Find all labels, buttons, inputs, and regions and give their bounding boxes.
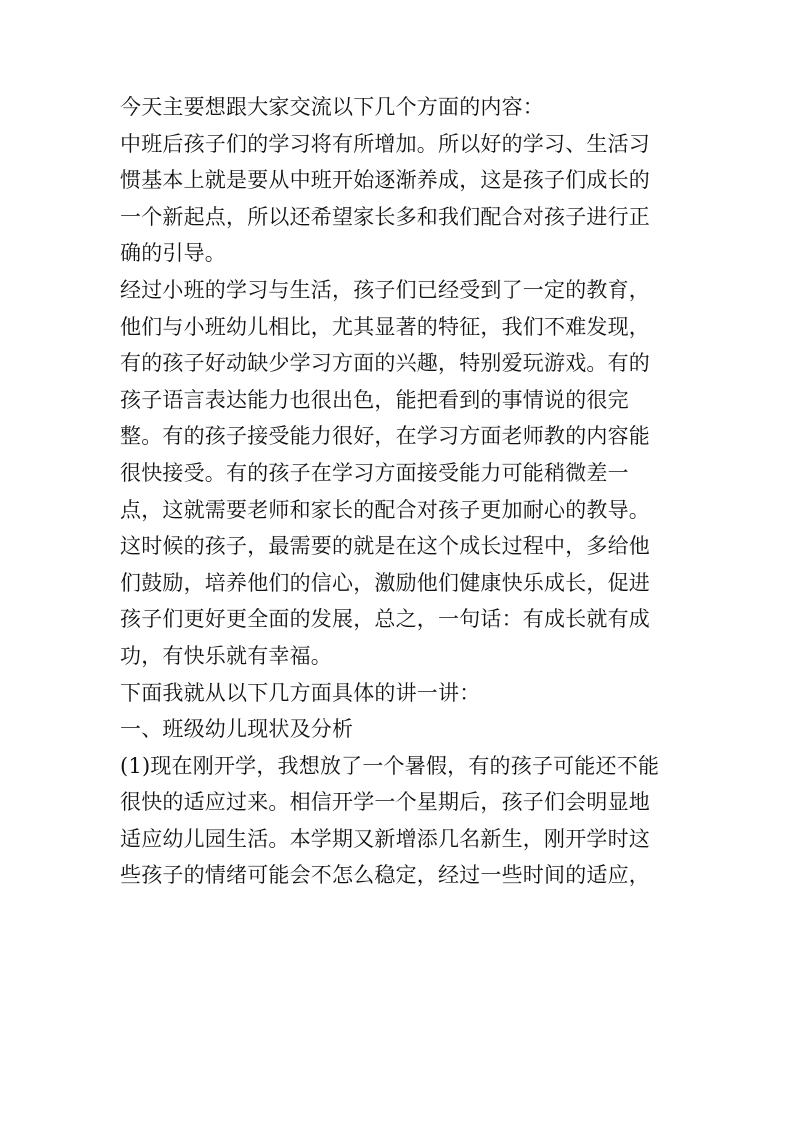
- text-line: 些孩子的情绪可能会不怎么稳定，经过一些时间的适应，: [120, 863, 650, 888]
- text-line: 很快接受。有的孩子在学习方面接受能力可能稍微差一: [120, 460, 629, 485]
- text-line: 经过小班的学习与生活，孩子们已经受到了一定的教育，: [120, 277, 650, 302]
- text-line: (1)现在刚开学，我想放了一个暑假，有的孩子可能还不能: [120, 753, 660, 778]
- document-body: [120, 89, 680, 894]
- text-line: 们鼓励，培养他们的信心，激励他们健康快乐成长，促进: [120, 570, 650, 595]
- text-line: 确的引导。: [120, 241, 226, 266]
- text-line: 一个新起点，所以还希望家长多和我们配合对孩子进行正: [120, 204, 650, 229]
- text-line: 孩子们更好更全面的发展，总之，一句话：有成长就有成: [120, 607, 650, 632]
- text-line: 这时候的孩子，最需要的就是在这个成长过程中，多给他: [120, 534, 650, 559]
- text-line: 惯基本上就是要从中班开始逐渐养成，这是孩子们成长的: [120, 168, 650, 193]
- text-line: 孩子语言表达能力也很出色，能把看到的事情说的很完: [120, 387, 629, 412]
- text-line: 点，这就需要老师和家长的配合对孩子更加耐心的教导。: [120, 497, 650, 522]
- text-line: 很快的适应过来。相信开学一个星期后，孩子们会明显地: [120, 790, 650, 815]
- text-line: 中班后孩子们的学习将有所增加。所以好的学习、生活习: [120, 131, 650, 156]
- text-line: 有的孩子好动缺少学习方面的兴趣，特别爱玩游戏。有的: [120, 351, 650, 376]
- text-line: 功，有快乐就有幸福。: [120, 643, 332, 668]
- text-line: 他们与小班幼儿相比，尤其显著的特征，我们不难发现，: [120, 314, 650, 339]
- text-line: 下面我就从以下几方面具体的讲一讲：: [120, 680, 481, 705]
- text-line: 适应幼儿园生活。本学期又新增添几名新生，刚开学时这: [120, 826, 650, 851]
- text-line: 整。有的孩子接受能力很好，在学习方面老师教的内容能: [120, 424, 650, 449]
- text-line: 今天主要想跟大家交流以下几个方面的内容：: [120, 95, 544, 119]
- section-heading: 一、班级幼儿现状及分析: [120, 717, 354, 742]
